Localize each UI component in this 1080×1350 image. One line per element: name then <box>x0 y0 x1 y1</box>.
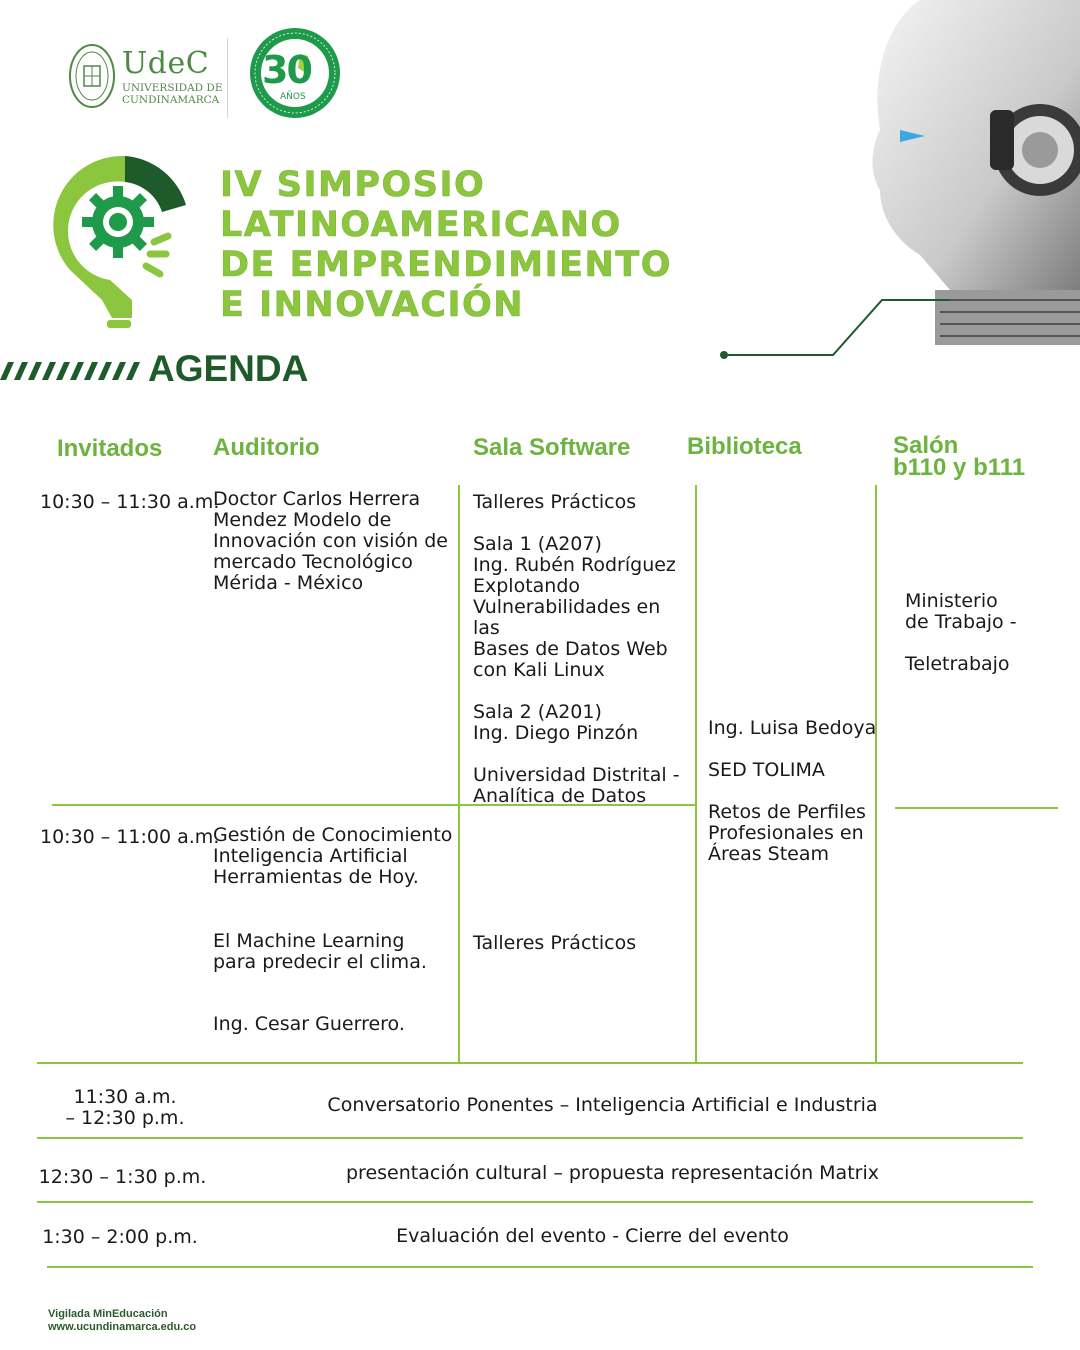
header-invitados: Invitados <box>57 435 163 462</box>
divider-vertical-1 <box>458 485 460 1063</box>
plenary-1-time: 11:30 a.m. – 12:30 p.m. <box>65 1086 185 1129</box>
divider-vertical-2 <box>695 485 697 1063</box>
robot-head-image <box>720 0 1080 360</box>
row2-auditorio-talk2: El Machine Learning para predecir el clima. <box>213 930 427 973</box>
row1-auditorio: Doctor Carlos Herrera Mendez Modelo de Innovación con visión de mercado Tecnológico Mérida - México <box>213 488 448 594</box>
row2-auditorio-talk1: Gestión de Conocimiento Inteligencia Artificial Herramientas de Hoy. <box>213 824 453 888</box>
title-line-3: DE EMPRENDIMIENTO <box>220 245 672 285</box>
title-line-2: LATINOAMERICANO <box>220 205 622 245</box>
plenary-2-time: 12:30 – 1:30 p.m. <box>38 1166 207 1188</box>
footer-vigilada: Vigilada MinEducación <box>48 1308 168 1320</box>
university-seal-icon <box>68 42 116 110</box>
row2-time: 10:30 – 11:00 a.m. <box>40 826 220 848</box>
title-line-4: E INNOVACIÓN <box>220 285 525 325</box>
gear-lightbulb-icon <box>50 150 200 340</box>
university-line2: CUNDINAMARCA <box>122 94 220 106</box>
divider-plenary-2 <box>37 1201 1033 1203</box>
divider-row2 <box>37 1062 1023 1064</box>
biblioteca-session: Ing. Luisa Bedoya SED TOLIMA Retos de Perfiles Profesionales en Áreas Steam <box>708 717 877 865</box>
row1-salon: Ministerio de Trabajo - Teletrabajo <box>905 590 1017 675</box>
anniversary-badge-icon <box>248 26 342 120</box>
header-auditorio: Auditorio <box>213 434 320 461</box>
anniversary-number: 30 <box>262 48 311 92</box>
event-title <box>220 165 672 325</box>
header-biblioteca: Biblioteca <box>687 433 802 460</box>
row1-sala-software: Talleres Prácticos Sala 1 (A207) Ing. Rubén Rodríguez Explotando Vulnerabilidades en las Bases de Datos Web con Kali Linux Sala 2 (A201) Ing. Diego Pinzón Universidad Distrital - Analítica de Datos <box>473 491 680 807</box>
row1-time: 10:30 – 11:30 a.m. <box>40 491 220 513</box>
logo-divider <box>227 38 228 118</box>
university-line1: UNIVERSIDAD DE <box>122 82 223 94</box>
hatch-stripes-icon <box>0 362 140 380</box>
anniversary-word: AÑOS <box>280 92 306 102</box>
divider-plenary-1 <box>37 1137 1023 1139</box>
header-salon: Salón b110 y b111 <box>893 432 1026 481</box>
university-logo <box>68 42 228 114</box>
plenary-1-activity: Conversatorio Ponentes – Inteligencia Artificial e Industria <box>327 1094 878 1116</box>
plenary-2-activity: presentación cultural – propuesta representación Matrix <box>346 1162 879 1184</box>
divider-row1-salon <box>895 807 1058 809</box>
row2-auditorio-speaker: Ing. Cesar Guerrero. <box>213 1013 405 1035</box>
title-line-1: IV SIMPOSIO <box>220 165 486 205</box>
footer-website[interactable]: www.ucundinamarca.edu.co <box>48 1321 197 1333</box>
row2-sala-software: Talleres Prácticos <box>473 932 637 954</box>
header-sala-software: Sala Software <box>473 434 631 461</box>
plenary-3-time: 1:30 – 2:00 p.m. <box>42 1226 198 1248</box>
agenda-heading: AGENDA <box>148 348 309 389</box>
brand-name: UdeC <box>122 46 210 81</box>
divider-plenary-3 <box>47 1266 1033 1268</box>
plenary-3-activity: Evaluación del evento - Cierre del evento <box>396 1225 789 1247</box>
